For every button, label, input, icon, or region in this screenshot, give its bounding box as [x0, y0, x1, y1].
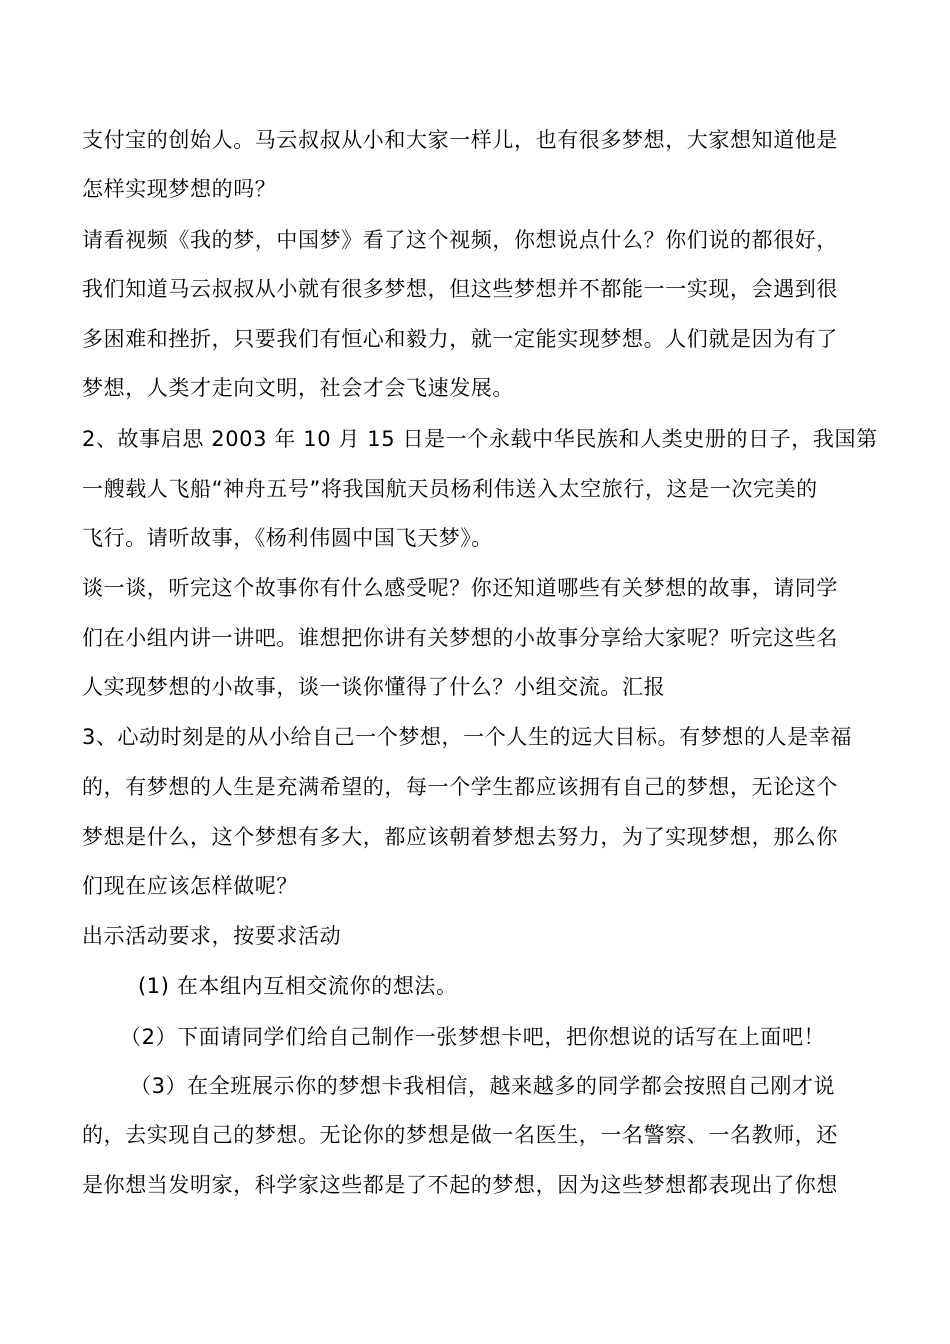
text-line: 梦想是什么，这个梦想有多大，都应该朝着梦想去努力，为了实现梦想，那么你 [82, 825, 838, 849]
text-line: （2）下面请同学们给自己制作一张梦想卡吧，把你想说的话写在上面吧！ [120, 1025, 826, 1049]
text-line: (1) 在本组内互相交流你的想法。 [138, 974, 458, 998]
text-line: 是你想当发明家，科学家这些都是了不起的梦想，因为这些梦想都表现出了你想 [82, 1173, 838, 1197]
text-line: 多困难和挫折，只要我们有恒心和毅力，就一定能实现梦想。人们就是因为有了 [82, 327, 838, 351]
text-line: 飞行。请听故事，《杨利伟圆中国飞天梦》。 [82, 526, 493, 550]
text-line: 们在小组内讲一讲吧。谁想把你讲有关梦想的小故事分享给大家呢？听完这些名 [82, 626, 838, 650]
text-line: 2、故事启思 2003 年 10 月 15 日是一个永载中华民族和人类史册的日子，我国第 [82, 427, 878, 451]
text-line: （3）在全班展示你的梦想卡我相信，越来越多的同学都会按照自己刚才说 [130, 1074, 836, 1098]
text-line: 的，有梦想的人生是充满希望的，每一个学生都应该拥有自己的梦想，无论这个 [82, 775, 838, 799]
text-line: 的，去实现自己的梦想。无论你的梦想是做一名医生，一名警察、一名教师，还 [82, 1123, 838, 1147]
text-line: 谈一谈，听完这个故事你有什么感受呢？你还知道哪些有关梦想的故事，请同学 [82, 576, 838, 600]
text-line: 们现在应该怎样做呢？ [82, 874, 298, 898]
text-line: 请看视频《我的梦，中国梦》看了这个视频，你想说点什么？你们说的都很好， [82, 228, 838, 252]
text-line: 一艘载人飞船“神舟五号”将我国航天员杨利伟送入太空旅行，这是一次完美的 [82, 477, 818, 501]
text-line: 出示活动要求，按要求活动 [82, 924, 342, 948]
text-line: 我们知道马云叔叔从小就有很多梦想，但这些梦想并不都能一一实现，会遇到很 [82, 277, 838, 301]
text-line: 梦想，人类才走向文明，社会才会飞速发展。 [82, 376, 514, 400]
text-line: 怎样实现梦想的吗？ [82, 177, 277, 201]
text-line: 人实现梦想的小故事，谈一谈你懂得了什么？小组交流。汇报 [82, 675, 666, 699]
text-line: 3、心动时刻是的从小给自己一个梦想，一个人生的远大目标。有梦想的人是幸福 [82, 725, 852, 749]
text-line: 支付宝的创始人。马云叔叔从小和大家一样儿，也有很多梦想，大家想知道他是 [82, 128, 838, 152]
